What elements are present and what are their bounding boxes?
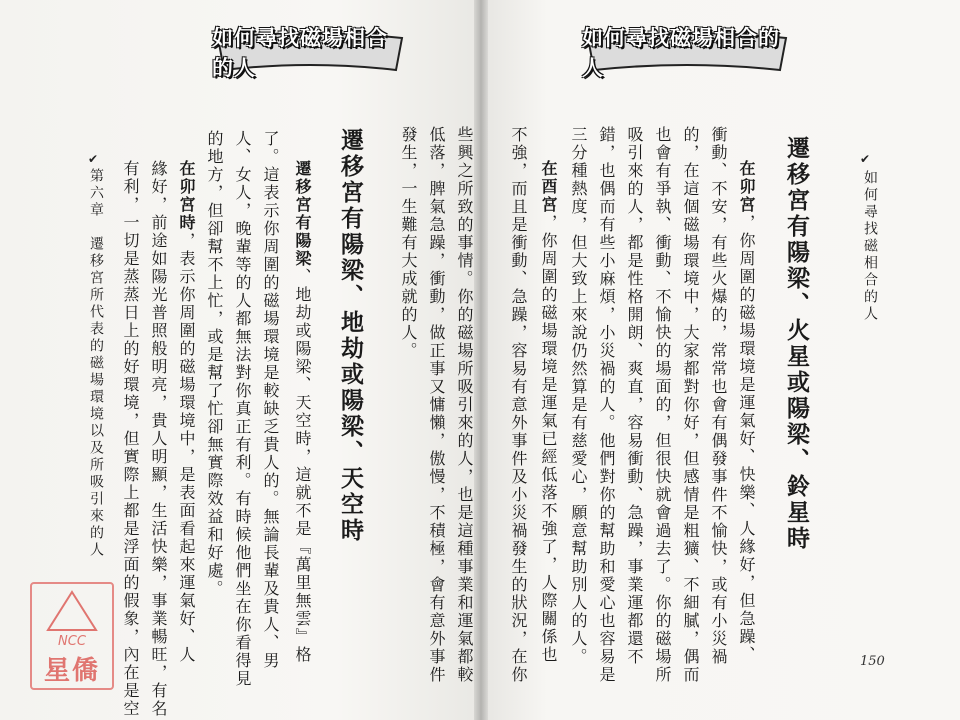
left-banner-title: 如何尋找磁場相合的人 [212,26,388,80]
left-col-2: 緣好，前途如陽光普照般明亮，貴人明顯，生活快樂，事業暢旺，有名 [149,160,168,718]
right-col-1: 不強，而且是衝動、急躁，容易有意外事件及小災禍發生的狀況，在你 [509,126,528,684]
left-title-banner [212,26,408,80]
chapter-mark-icon: ✔ [88,152,99,166]
left-col-9: 低落，脾氣急躁，衝動，做正事又慵懶，傲慢，不積極，會有意外事件 [427,126,446,684]
left-col-10: 些興之所致的事情。你的磁場所吸引來的人，也是這種事業和運氣都較 [455,126,474,684]
right-col-3: 三分種熱度，但大致上來說仍然算是有慈愛心，願意幫助別人的人。 [569,126,588,666]
book-gutter [474,0,488,720]
triangle-icon [32,584,112,634]
left-running-head: 第六章 遷移宮所代表的磁場環境以及所吸引來的人 [88,168,104,559]
page-number: 150 [860,654,885,669]
col-text: ，表示你周圍的磁場環境中，是表面看起來運氣好、人 [177,232,196,664]
stamp-ncc: NCC [58,634,86,649]
left-col-4: 的地方，但卻幫不上忙，或是幫了忙卻無實際效益和好處。 [205,130,224,598]
left-col-3 [174,160,198,720]
right-col-5: 吸引來的人，都是性格開朗、爽直，容易衝動、急躁，事業運都還不 [625,126,644,666]
right-col-6: 也會有爭執、衝動、不愉快的場面的，但很快就會過去了。你的磁場所 [653,126,672,684]
bold-phrase: 在卯宮 [737,160,756,214]
right-col-4: 錯，也偶而有些小麻煩，小災禍的人。他們對你的幫助和愛心也容易是 [597,126,616,684]
col-text: ，你周圍的磁場環境是運氣已經低落不強了，人際關係也 [539,214,558,664]
left-col-7 [290,160,314,720]
bold-phrase: 在酉宮 [539,160,558,214]
stamp-xingqiao: 星僑 [43,656,100,686]
right-col-2 [536,160,560,720]
ncc-stamp-logo [30,582,114,690]
col-text: ，你周圍的磁場環境是運氣好、快樂、人緣好，但急躁、 [737,214,756,664]
bold-phrase: 在卯宮時 [177,160,196,232]
col-text: 、地劫或陽梁、天空時，這就不是『萬里無雲』格 [293,268,312,664]
right-col-9 [734,160,758,720]
right-col-7: 的，在這個磁場環境中，大家都對你好，但感情是粗獷、不細膩，偶而 [681,126,700,684]
left-col-6: 了。這表示你周圍的磁場環境是較缺乏貴人的。無論長輩及貴人、男 [261,130,280,670]
right-running-head: 如何尋找磁相合的人 [862,170,878,323]
left-col-1: 有利，一切是蒸蒸日上的好環境，但實際上都是浮面的假象，內在是空 [121,160,140,718]
left-col-8: 發生，一生難有大成就的人。 [399,126,418,360]
right-col-8: 衝動、不安，有些火爆的，常常也會有偶發事件不愉快，或有小災禍 [709,126,728,666]
bold-phrase: 遷移宮有陽梁 [293,160,312,268]
left-section-heading: 遷移宮有陽梁、地劫或陽梁、天空時 [337,128,363,544]
right-title-banner [582,26,792,80]
chapter-mark-icon: ✔ [860,152,871,166]
left-col-5: 人、女人，晚輩等的人都無法對你真正有利。有時候他們坐在你看得見 [233,130,252,688]
right-banner-title: 如何尋找磁場相合的人 [582,26,780,80]
right-section-heading: 遷移宮有陽梁、火星或陽梁、鈴星時 [783,136,809,552]
right-page [480,0,960,720]
